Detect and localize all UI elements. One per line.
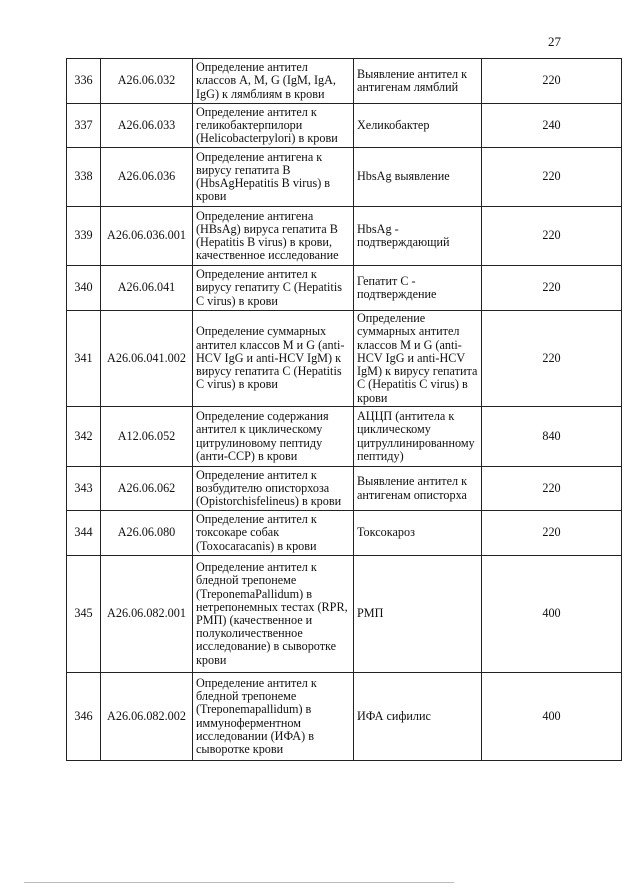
service-price: 840 bbox=[482, 407, 622, 467]
service-price: 220 bbox=[482, 311, 622, 407]
test-result-name: HbsAg - подтверждающий bbox=[354, 207, 482, 266]
test-result-name: Гепатит С - подтверждение bbox=[354, 266, 482, 311]
table-row bbox=[67, 104, 622, 148]
row-number: 345 bbox=[67, 556, 101, 673]
page-bottom-rule bbox=[24, 882, 454, 883]
table-row bbox=[67, 467, 622, 511]
service-code: A26.06.080 bbox=[101, 511, 193, 556]
test-result-name: Токсокароз bbox=[354, 511, 482, 556]
service-name: Определение антител к геликобактерпилори (Helicobacterpylori) в крови bbox=[193, 104, 354, 148]
row-number: 338 bbox=[67, 148, 101, 207]
service-code: A26.06.041 bbox=[101, 266, 193, 311]
service-name: Определение антигена к вирусу гепатита B (HbsAgHepatitis B virus) в крови bbox=[193, 148, 354, 207]
test-result-name: АЦЦП (антитела к циклическому цитруллинированному пептиду) bbox=[354, 407, 482, 467]
service-price-table bbox=[66, 58, 622, 761]
row-number: 337 bbox=[67, 104, 101, 148]
service-price: 240 bbox=[482, 104, 622, 148]
test-result-name: РМП bbox=[354, 556, 482, 673]
test-result-name: HbsAg выявление bbox=[354, 148, 482, 207]
table-row bbox=[67, 59, 622, 104]
service-code: A26.06.082.002 bbox=[101, 673, 193, 761]
service-price: 220 bbox=[482, 511, 622, 556]
service-name: Определение антител к бледной трепонеме (Treponemapallidum) в иммуноферментном исследовании (ИФА) в сыворотке крови bbox=[193, 673, 354, 761]
row-number: 336 bbox=[67, 59, 101, 104]
test-result-name: Определение суммарных антител классов M и G (anti-HCV IgG и anti-HCV IgM) к вирусу гепатита C (Hepatitis C virus) в крови bbox=[354, 311, 482, 407]
service-code: A26.06.062 bbox=[101, 467, 193, 511]
service-code: A26.06.033 bbox=[101, 104, 193, 148]
table-row bbox=[67, 511, 622, 556]
service-code: A26.06.032 bbox=[101, 59, 193, 104]
service-price: 220 bbox=[482, 467, 622, 511]
service-code: A26.06.036 bbox=[101, 148, 193, 207]
table-row bbox=[67, 266, 622, 311]
service-code: A26.06.082.001 bbox=[101, 556, 193, 673]
service-name: Определение антигена (HBsAg) вируса гепатита B (Hepatitis B virus) в крови, качественное исследование bbox=[193, 207, 354, 266]
service-name: Определение антител к вирусу гепатиту C (Hepatitis C virus) в крови bbox=[193, 266, 354, 311]
table-row bbox=[67, 148, 622, 207]
test-result-name: Выявление антител к антигенам описторха bbox=[354, 467, 482, 511]
row-number: 344 bbox=[67, 511, 101, 556]
test-result-name: Хеликобактер bbox=[354, 104, 482, 148]
table-row bbox=[67, 407, 622, 467]
service-name: Определение содержания антител к циклическому цитрулиновому пептиду (анти-CCP) в крови bbox=[193, 407, 354, 467]
service-code: A26.06.041.002 bbox=[101, 311, 193, 407]
table-row bbox=[67, 556, 622, 673]
row-number: 346 bbox=[67, 673, 101, 761]
row-number: 340 bbox=[67, 266, 101, 311]
row-number: 339 bbox=[67, 207, 101, 266]
test-result-name: Выявление антител к антигенам лямблий bbox=[354, 59, 482, 104]
test-result-name: ИФА сифилис bbox=[354, 673, 482, 761]
table-row bbox=[67, 207, 622, 266]
page-number: 27 bbox=[548, 34, 561, 49]
service-name: Определение суммарных антител классов M и G (anti-HCV IgG и anti-HCV IgM) к вирусу гепатита C (Hepatitis C virus) в крови bbox=[193, 311, 354, 407]
service-name: Определение антител классов A, M, G (IgM, IgA, IgG) к лямблиям в крови bbox=[193, 59, 354, 104]
service-price: 400 bbox=[482, 556, 622, 673]
table-row bbox=[67, 673, 622, 761]
table-row bbox=[67, 311, 622, 407]
service-price: 220 bbox=[482, 148, 622, 207]
service-price: 220 bbox=[482, 207, 622, 266]
service-price: 400 bbox=[482, 673, 622, 761]
service-name: Определение антител к бледной трепонеме (TreponemaPallidum) в нетрепонемных тестах (RPR, РМП) (качественное и полуколичественное исследование) в сыворотке крови bbox=[193, 556, 354, 673]
row-number: 341 bbox=[67, 311, 101, 407]
service-code: A26.06.036.001 bbox=[101, 207, 193, 266]
row-number: 342 bbox=[67, 407, 101, 467]
service-name: Определение антител к возбудителю описторхоза (Opistorchisfelineus) в крови bbox=[193, 467, 354, 511]
service-name: Определение антител к токсокаре собак (Toxocaracanis) в крови bbox=[193, 511, 354, 556]
service-code: A12.06.052 bbox=[101, 407, 193, 467]
service-price: 220 bbox=[482, 59, 622, 104]
service-price: 220 bbox=[482, 266, 622, 311]
row-number: 343 bbox=[67, 467, 101, 511]
